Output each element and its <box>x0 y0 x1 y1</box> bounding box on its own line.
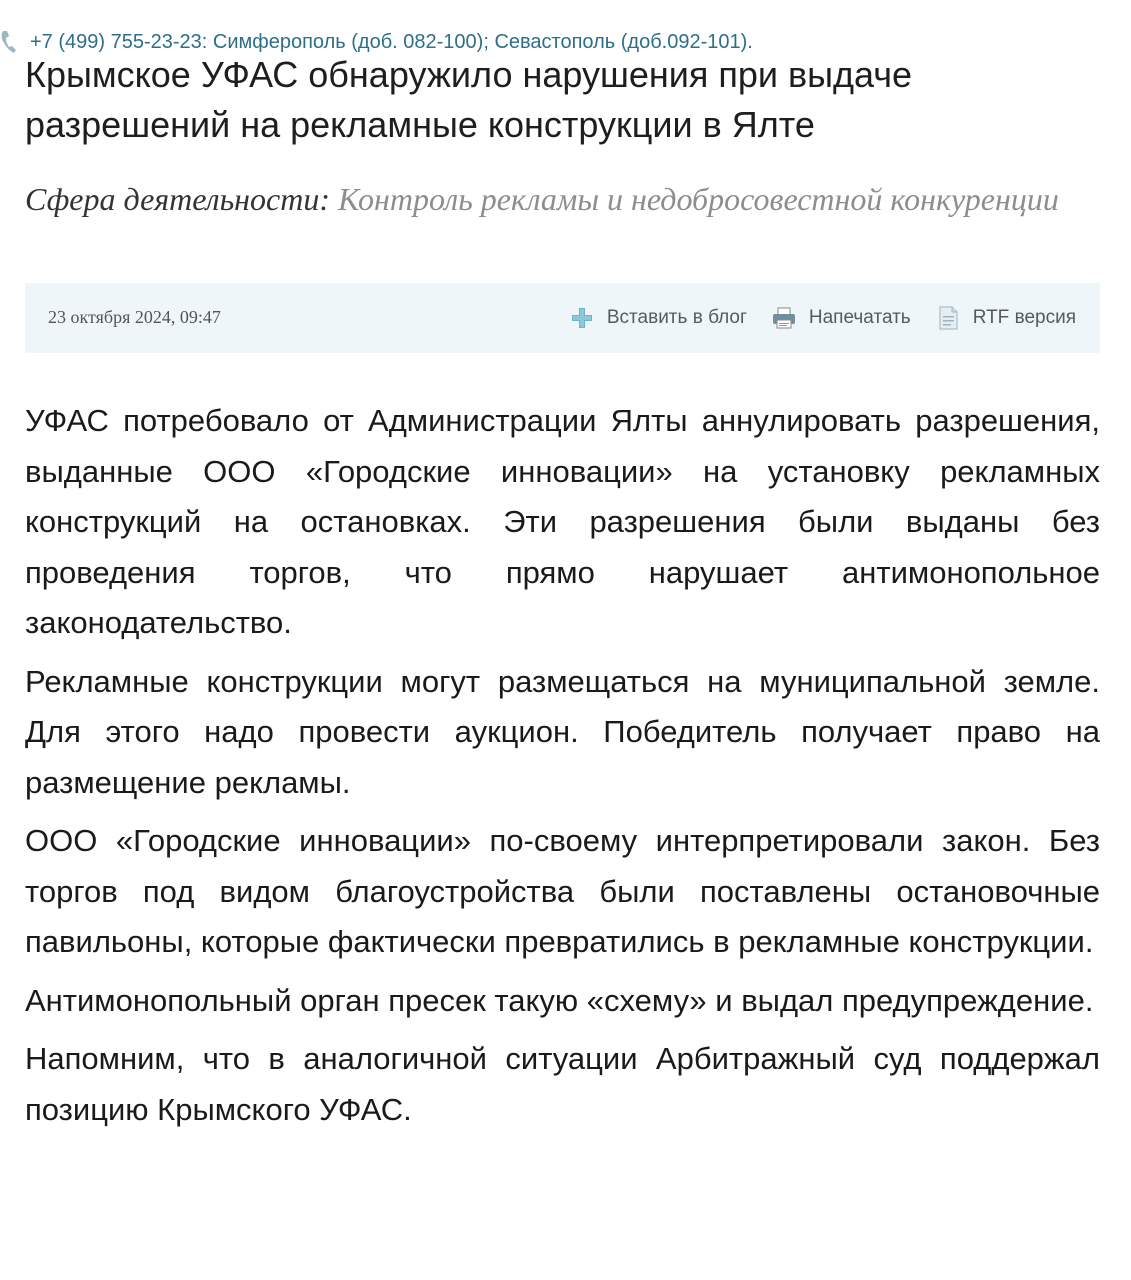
article-actions <box>569 305 1076 331</box>
article-paragraph: ООО «Городские инновации» по-своему интерпретировали закон. Без торгов под видом благоустройства были поставлены остановочные павильоны, которые фактически превратились в рекламные конструкции. <box>25 823 1100 959</box>
document-icon <box>935 305 961 331</box>
page-title: Крымское УФАС обнаружило нарушения при выдаче разрешений на рекламные конструкции в Ялте <box>25 54 913 145</box>
blog-embed-label: Вставить в блог <box>606 307 747 328</box>
plus-icon <box>569 305 595 331</box>
activity-sphere <box>25 176 1105 222</box>
publish-date: 23 октября 2024, 09:47 <box>48 306 221 327</box>
phone-icon <box>0 29 22 55</box>
print-label: Напечатать <box>808 307 911 328</box>
blog-embed-button[interactable] <box>569 305 747 331</box>
article-paragraph: Напомним, что в аналогичной ситуации Арбитражный суд поддержал позицию Крымского УФАС. <box>25 1041 1100 1127</box>
sphere-label: Сфера деятельности: <box>25 181 331 217</box>
article-body <box>25 396 1100 1143</box>
sphere-link[interactable]: Контроль рекламы и недобросовестной конкуренции <box>338 181 1059 217</box>
print-button[interactable] <box>771 305 911 331</box>
rtf-version-label: RTF версия <box>972 307 1076 328</box>
article-paragraph: Антимонопольный орган пресек такую «схему» и выдал предупреждение. <box>25 982 1094 1018</box>
printer-icon <box>771 305 797 331</box>
article-paragraph: Рекламные конструкции могут размещаться на муниципальной земле. Для этого надо провести аукцион. Победитель получает право на размещение рекламы. <box>25 663 1100 800</box>
article-paragraph: УФАС потребовало от Администрации Ялты аннулировать разрешения, выданные ООО «Городские инновации» на установку рекламных конструкций на остановках. Эти разрешения были выданы без проведения торгов, что прямо нарушает антимонопольное законодательство. <box>25 403 1100 640</box>
phone-text[interactable]: +7 (499) 755-23-23: Симферополь (доб. 082-100); Севастополь (доб.092-101). <box>30 30 753 53</box>
rtf-version-button[interactable] <box>935 305 1076 331</box>
meta-bar <box>25 283 1100 353</box>
